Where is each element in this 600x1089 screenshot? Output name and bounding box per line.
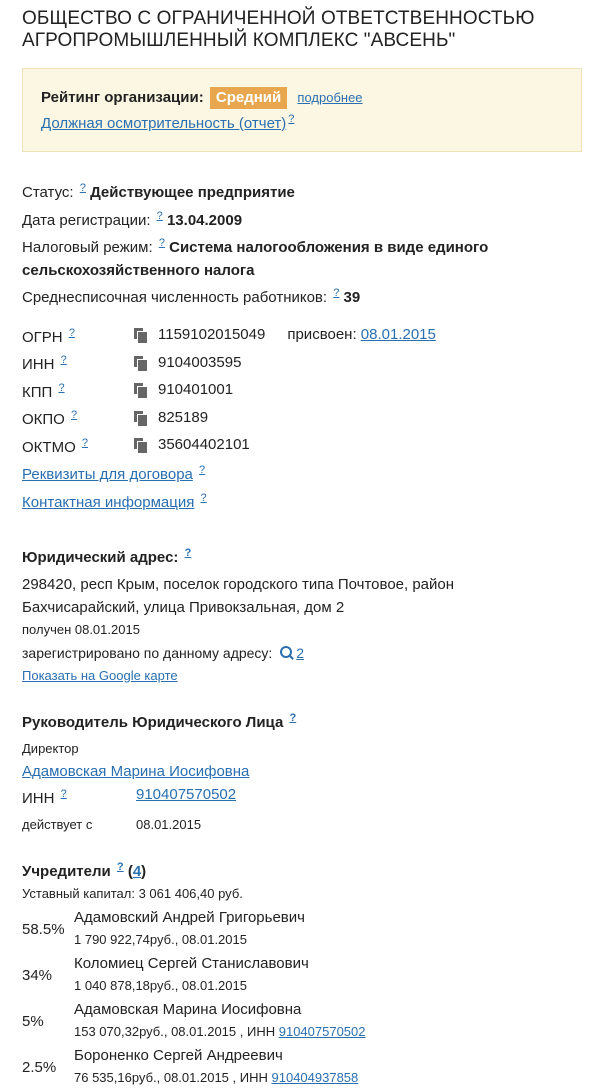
copy-icon[interactable]: [134, 383, 146, 397]
copy-icon[interactable]: [134, 328, 146, 342]
founders-help-icon[interactable]: ?: [116, 861, 124, 873]
founder-inn-link[interactable]: 910407570502: [278, 1024, 366, 1039]
ogrn-value: 1159102015049: [158, 326, 266, 343]
tax-help-icon[interactable]: ?: [158, 237, 165, 249]
tax-label: Налоговый режим:: [22, 239, 153, 256]
address-registered: [22, 641, 582, 665]
head-name-link[interactable]: Адамовская Марина Иосифовна: [22, 763, 250, 780]
inn-value: 9104003595: [158, 353, 242, 371]
founder-inn-label: ИНН: [239, 1070, 268, 1085]
google-map-link[interactable]: Показать на Google карте: [22, 668, 178, 683]
status-label: Статус:: [22, 184, 74, 201]
head-title: Руководитель Юридического Лица ?: [22, 712, 297, 731]
rating-label: Рейтинг организации:: [41, 89, 204, 106]
founder-inn-label: ИНН: [246, 1024, 276, 1039]
assigned-label: присвоен:: [287, 326, 357, 343]
founder-name: Бороненко Сергей Андреевич: [74, 1047, 283, 1064]
founder-row: [22, 1045, 582, 1089]
address-registered-count: 2: [296, 645, 305, 661]
founder-row: [22, 999, 582, 1043]
head-inn-row: [22, 783, 582, 810]
founder-name: Адамовский Андрей Григорьевич: [74, 909, 305, 926]
founder-share: 34%: [22, 966, 53, 984]
founder-row: [22, 953, 582, 997]
search-icon: [280, 646, 292, 658]
founder-detail: 76 535,16руб., 08.01.2015 ,: [74, 1070, 240, 1085]
head-inn-help-icon[interactable]: ?: [60, 788, 67, 800]
status-help-icon[interactable]: ?: [79, 182, 86, 194]
address-help-icon[interactable]: ?: [184, 547, 192, 559]
employees-label: Среднесписочная численность работников:: [22, 289, 328, 306]
codes-section: [22, 322, 582, 460]
head-help-icon[interactable]: ?: [289, 712, 297, 724]
tax-value-line-1: Система налогообложения в виде единого: [169, 239, 489, 256]
ogrn-label: ОГРН: [22, 328, 63, 346]
code-row-kpp: [22, 377, 582, 405]
address-line-1: 298420, респ Крым, поселок городского типа Почтовое, район: [22, 576, 455, 593]
founders-list: [22, 907, 582, 1089]
founder-row: [22, 907, 582, 951]
oktmo-value: 35604402101: [158, 436, 250, 453]
head-inn-label: ИНН: [22, 790, 55, 807]
head-inn-link[interactable]: 910407570502: [136, 786, 237, 803]
tax-value-line-2: сельскохозяйственного налога: [22, 261, 255, 279]
address-line-2: Бахчисарайский, улица Привокзальная, дом 2: [22, 599, 345, 616]
page-title: [22, 8, 582, 52]
founders-capital: Уставный капитал: 3 061 406,40 руб.: [22, 886, 243, 901]
inn-help-icon[interactable]: ?: [60, 354, 67, 366]
address-text: [22, 573, 582, 619]
founders-title: Учредители ? (4): [22, 861, 147, 880]
address-registered-search-link[interactable]: [276, 645, 304, 661]
title-line-1: ОБЩЕСТВО С ОГРАНИЧЕННОЙ ОТВЕТСТВЕННОСТЬЮ: [22, 8, 535, 29]
okpo-help-icon[interactable]: ?: [71, 409, 78, 421]
address-received: получен 08.01.2015: [22, 622, 140, 637]
employees-value: 39: [343, 289, 361, 306]
rating-box: [22, 68, 582, 152]
founder-detail: 153 070,32руб., 08.01.2015 ,: [74, 1024, 247, 1039]
address-title: Юридический адрес: ?: [22, 547, 192, 566]
rating-more-link[interactable]: подробнее: [297, 90, 363, 105]
copy-icon[interactable]: [134, 356, 146, 370]
contacts-help-icon[interactable]: ?: [200, 491, 207, 504]
due-diligence-link[interactable]: Должная осмотрительность (отчет): [41, 115, 287, 132]
address-registered-label: зарегистрировано по данному адресу:: [22, 645, 273, 661]
founder-detail: 1 790 922,74руб., 08.01.2015: [74, 932, 247, 947]
ogrn-help-icon[interactable]: ?: [68, 326, 75, 339]
kpp-value: 910401001: [158, 381, 234, 398]
requisites-help-icon[interactable]: ?: [199, 464, 206, 476]
head-since-label: действует с: [22, 817, 93, 832]
requisites-link[interactable]: Реквизиты для договора: [22, 466, 193, 483]
code-row-inn: [22, 349, 582, 377]
assigned-date-link[interactable]: 08.01.2015: [360, 326, 436, 343]
kpp-label: КПП: [22, 383, 53, 401]
founder-share: 5%: [22, 1012, 44, 1030]
reg-date-help-icon[interactable]: ?: [156, 209, 163, 222]
okpo-value: 825189: [158, 408, 209, 426]
due-diligence-help-icon[interactable]: ?: [288, 112, 295, 125]
inn-label: ИНН: [22, 356, 55, 373]
founder-share: 58.5%: [22, 920, 65, 938]
okpo-label: ОКПО: [22, 411, 65, 428]
info-section: [22, 177, 582, 310]
copy-icon[interactable]: [134, 411, 146, 425]
head-since-value: 08.01.2015: [136, 817, 202, 832]
head-since-row: [22, 814, 582, 836]
code-row-oktmo: [22, 432, 582, 460]
founder-share: 2.5%: [22, 1058, 57, 1076]
status-value: Действующее предприятие: [90, 184, 295, 201]
kpp-help-icon[interactable]: ?: [58, 381, 65, 394]
founder-detail: 1 040 878,18руб., 08.01.2015: [74, 978, 247, 993]
reg-date-value: 13.04.2009: [166, 211, 243, 229]
title-line-2: АГРОПРОМЫШЛЕННЫЙ КОМПЛЕКС "АВСЕНЬ": [22, 30, 456, 51]
rating-badge: Средний: [210, 87, 287, 109]
oktmo-label: ОКТМО: [22, 438, 76, 456]
links-section: [22, 459, 582, 514]
copy-icon[interactable]: [134, 438, 146, 452]
employees-help-icon[interactable]: ?: [333, 287, 340, 299]
founders-count-link[interactable]: 4: [132, 863, 142, 880]
contacts-link[interactable]: Контактная информация: [22, 493, 195, 511]
head-position: Директор: [22, 741, 79, 756]
founder-name: Адамовская Марина Иосифовна: [74, 1001, 302, 1018]
code-row-ogrn: [22, 322, 582, 350]
code-row-okpo: [22, 404, 582, 432]
reg-date-label: Дата регистрации:: [22, 211, 151, 229]
oktmo-help-icon[interactable]: ?: [81, 436, 89, 449]
founder-inn-link[interactable]: 910404937858: [271, 1070, 359, 1085]
founder-name: Коломиец Сергей Станиславович: [74, 955, 309, 972]
